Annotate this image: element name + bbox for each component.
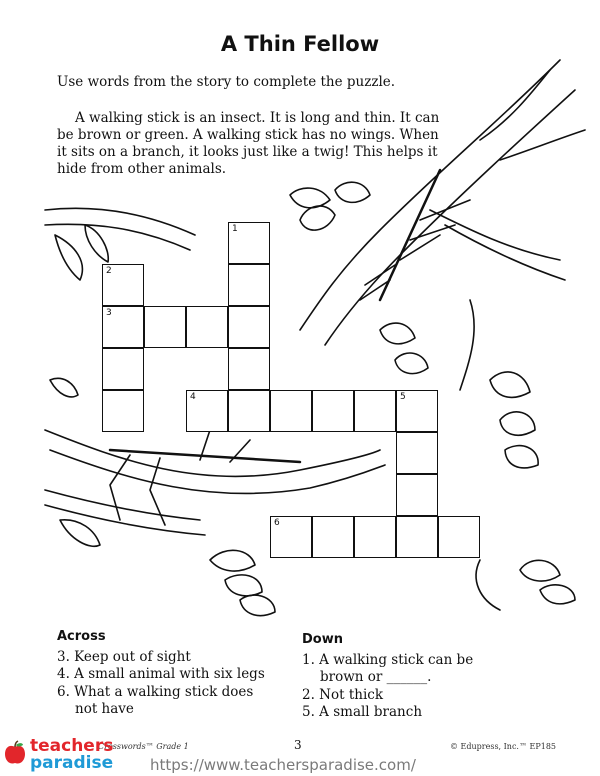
clue-number: 3 (106, 308, 112, 318)
crossword-cell[interactable] (438, 516, 480, 558)
crossword-cell[interactable] (396, 390, 438, 432)
apple-logo-icon (4, 740, 26, 766)
down-heading: Down (302, 632, 343, 647)
crossword-cell[interactable] (228, 222, 270, 264)
crossword-cell[interactable] (396, 516, 438, 558)
across-clues (57, 628, 267, 719)
crossword-cell[interactable] (354, 516, 396, 558)
clue-number: 5 (400, 392, 406, 402)
page-number: 3 (294, 738, 302, 752)
instructions: Use words from the story to complete the puzzle. (57, 74, 396, 90)
crossword-cell[interactable] (312, 390, 354, 432)
crossword-cell[interactable] (186, 390, 228, 432)
across-heading: Across (57, 629, 106, 644)
worksheet-title: A Thin Fellow (220, 32, 380, 56)
crossword-cell[interactable] (102, 348, 144, 390)
across-clue: 4. A small animal with six legs (57, 666, 265, 682)
clue-number: 4 (190, 392, 196, 402)
crossword-cell[interactable] (270, 516, 312, 558)
story-text: A walking stick is an insect. It is long and thin. It can be brown or green. A walking stick has no wings. When it sits on a branch, it looks just like a twig! This helps it hide from other animals. (57, 110, 440, 177)
across-clue: 6. What a walking stick does not have (57, 683, 254, 717)
crossword-cell[interactable] (270, 390, 312, 432)
crossword-cell[interactable] (186, 306, 228, 348)
crossword-cell[interactable] (312, 516, 354, 558)
crossword-cell[interactable] (396, 432, 438, 474)
down-clue: 5. A small branch (302, 704, 423, 720)
crossword-cell[interactable] (396, 474, 438, 516)
crossword-cell[interactable] (102, 306, 144, 348)
website-url[interactable]: https://www.teachersparadise.com/ (150, 756, 416, 774)
down-clue: 1. A walking stick can be brown or ______. (302, 651, 474, 685)
crossword-cell[interactable] (102, 390, 144, 432)
brand-line-2: paradise (30, 753, 114, 773)
clue-number: 6 (274, 518, 280, 528)
footer-copyright: © Edupress, Inc.™ EP185 (450, 742, 557, 751)
clue-number: 1 (232, 224, 238, 234)
brand-logo (30, 738, 113, 772)
crossword-cell[interactable] (144, 306, 186, 348)
crossword-cell[interactable] (228, 348, 270, 390)
crossword-cell[interactable] (102, 264, 144, 306)
clue-number: 2 (106, 266, 112, 276)
crossword-cell[interactable] (228, 264, 270, 306)
crossword-cell[interactable] (354, 390, 396, 432)
down-clues (302, 631, 517, 722)
across-clue: 3. Keep out of sight (57, 648, 191, 665)
crossword-cell[interactable] (228, 306, 270, 348)
footer-series: Crosswords™ Grade 1 (98, 742, 189, 751)
crossword-cell[interactable] (228, 390, 270, 432)
down-clue: 2. Not thick (302, 686, 384, 703)
brand-line-1: teachers (30, 736, 114, 756)
